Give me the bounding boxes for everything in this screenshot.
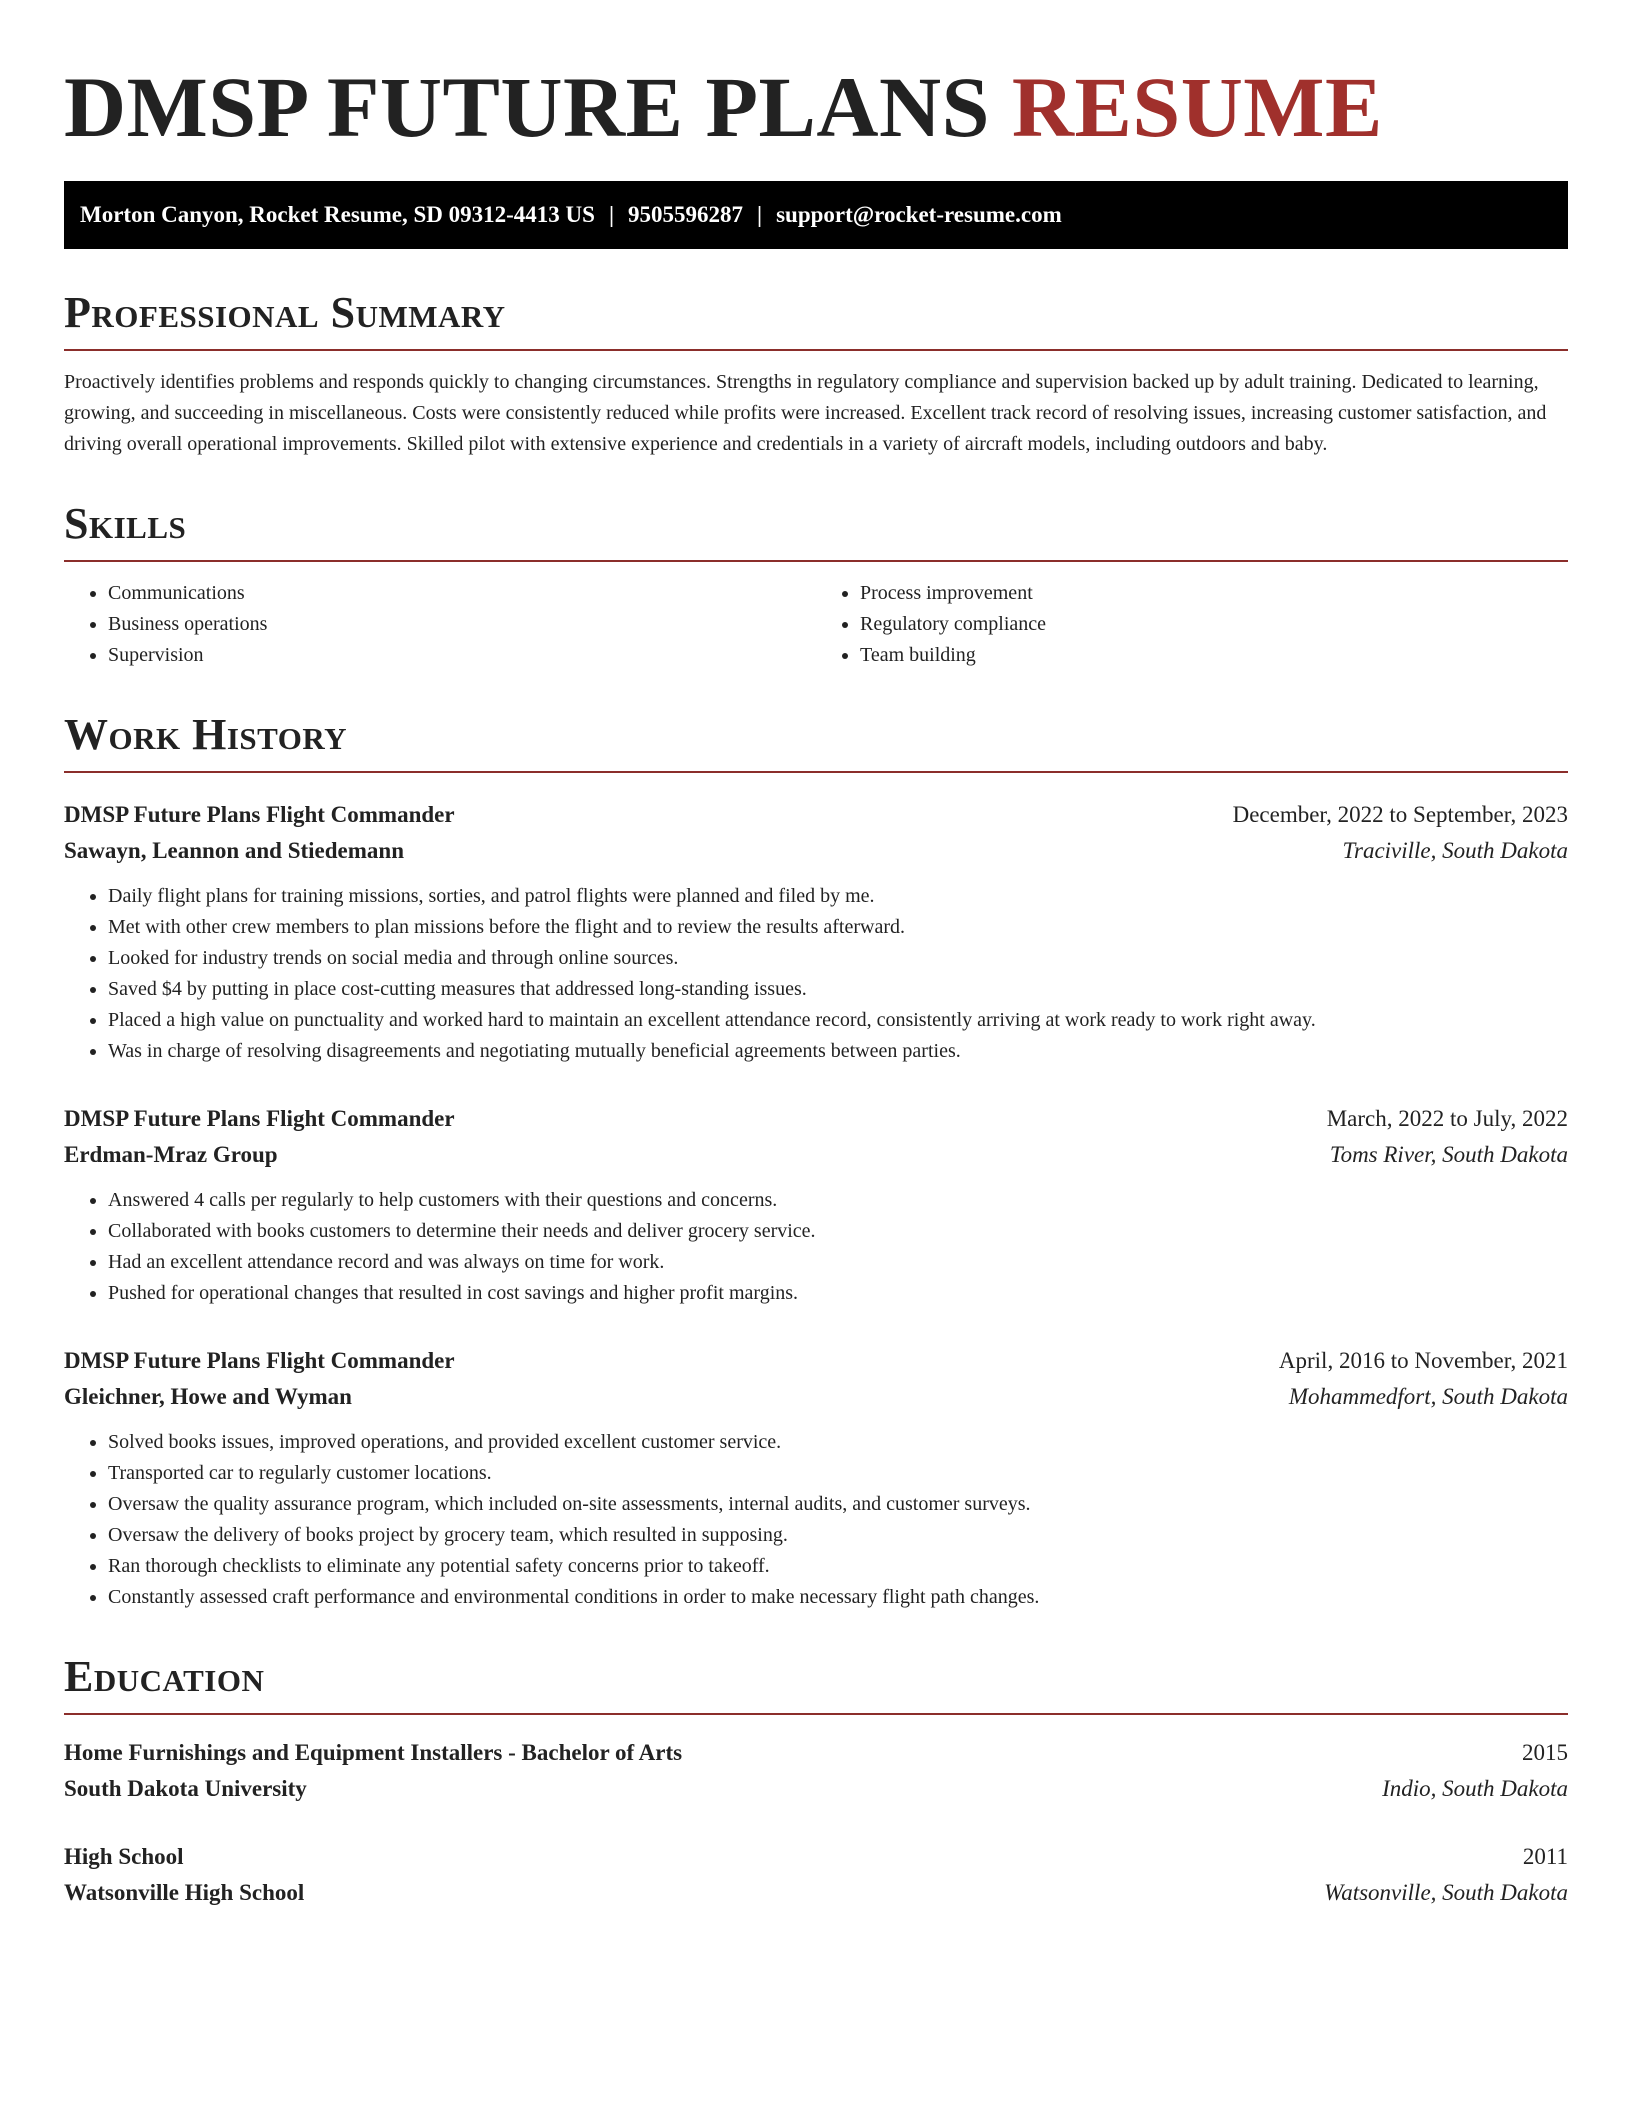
skills-column-right — [816, 578, 1568, 671]
contact-separator: | — [757, 202, 763, 228]
job-bullet: • Oversaw the quality assurance program, which included on-site assessments, internal audits, and customer surveys. — [108, 1489, 1568, 1520]
job-company-row — [64, 1379, 1568, 1415]
job-bullet: • Looked for industry trends on social media and through online sources. — [108, 943, 1568, 974]
resume-name-main: DMSP FUTURE PLANS — [64, 59, 990, 155]
skill-item: • Communications — [108, 578, 816, 609]
education-entry — [64, 1839, 1568, 1911]
education-year: 2015 — [1522, 1740, 1568, 1766]
skill-item: • Process improvement — [860, 578, 1568, 609]
job-bullet: • Oversaw the delivery of books project by grocery team, which resulted in supposing. — [108, 1520, 1568, 1551]
education-degree: High School — [64, 1844, 184, 1870]
summary-section — [64, 288, 1568, 460]
resume-name — [64, 56, 1568, 159]
education-school: South Dakota University — [64, 1776, 307, 1802]
resume-name-accent: RESUME — [1011, 59, 1383, 155]
job-company-row — [64, 1137, 1568, 1173]
job-position: DMSP Future Plans Flight Commander — [64, 1106, 455, 1132]
job-bullet: • Saved $4 by putting in place cost-cutting measures that addressed long-standing issues. — [108, 974, 1568, 1005]
education-year: 2011 — [1522, 1844, 1568, 1870]
education-title: Education — [64, 1655, 1568, 1715]
job-entry — [64, 1343, 1568, 1613]
contact-address: Morton Canyon, Rocket Resume, SD 09312-4413 US — [80, 202, 595, 228]
job-dates: December, 2022 to September, 2023 — [1232, 802, 1568, 828]
job-bullet: • Solved books issues, improved operations, and provided excellent customer service. — [108, 1427, 1568, 1458]
contact-bar — [64, 181, 1568, 249]
skill-item: • Regulatory compliance — [860, 609, 1568, 640]
education-section — [64, 1652, 1568, 1911]
education-school-row — [64, 1875, 1568, 1911]
job-bullet: • Transported car to regularly customer locations. — [108, 1458, 1568, 1489]
job-position: DMSP Future Plans Flight Commander — [64, 802, 455, 828]
job-entry — [64, 1101, 1568, 1309]
job-company: Gleichner, Howe and Wyman — [64, 1384, 352, 1410]
education-location: Indio, South Dakota — [1382, 1776, 1568, 1802]
job-location: Toms River, South Dakota — [1329, 1142, 1568, 1168]
job-company: Erdman-Mraz Group — [64, 1142, 278, 1168]
job-bullet: • Collaborated with books customers to determine their needs and deliver grocery service. — [108, 1216, 1568, 1247]
education-header-row — [64, 1735, 1568, 1771]
job-bullet: • Answered 4 calls per regularly to help customers with their questions and concerns. — [108, 1185, 1568, 1216]
job-bullet: • Placed a high value on punctuality and worked hard to maintain an excellent attendance record, consistently arriving at work ready to work right away. — [108, 1005, 1568, 1036]
skills-list — [64, 578, 1568, 671]
job-bullets — [64, 1427, 1568, 1613]
education-header-row — [64, 1839, 1568, 1875]
skill-item: • Business operations — [108, 609, 816, 640]
education-degree: Home Furnishings and Equipment Installers - Bachelor of Arts — [64, 1740, 683, 1766]
skills-column-left — [64, 578, 816, 671]
job-bullet: • Met with other crew members to plan missions before the flight and to review the results afterward. — [108, 912, 1568, 943]
job-location: Mohammedfort, South Dakota — [1288, 1384, 1568, 1410]
summary-title: Professional Summary — [64, 291, 1568, 351]
job-bullet: • Daily flight plans for training missions, sorties, and patrol flights were planned and filed by me. — [108, 881, 1568, 912]
summary-text: Proactively identifies problems and responds quickly to changing circumstances. Strengths in regulatory compliance and supervision backed up by adult training. Dedicated to learning, growing, and succeeding in miscellaneous. Costs were consistently reduced while profits were increased. Excellent track record of resolving issues, increasing customer satisfaction, and driving overall operational improvements. Skilled pilot with extensive experience and credentials in a variety of aircraft models, including outdoors and baby. — [64, 371, 1547, 456]
skills-title: Skills — [64, 502, 1568, 562]
job-company: Sawayn, Leannon and Stiedemann — [64, 838, 404, 864]
job-position: DMSP Future Plans Flight Commander — [64, 1348, 455, 1374]
job-company-row — [64, 833, 1568, 869]
job-bullet: • Ran thorough checklists to eliminate any potential safety concerns prior to takeoff. — [108, 1551, 1568, 1582]
education-school: Watsonville High School — [64, 1880, 305, 1906]
job-bullet: • Was in charge of resolving disagreements and negotiating mutually beneficial agreements between parties. — [108, 1036, 1568, 1067]
work-history-section — [64, 710, 1568, 1613]
education-location: Watsonville, South Dakota — [1324, 1880, 1568, 1906]
job-dates: April, 2016 to November, 2021 — [1278, 1348, 1568, 1374]
job-bullet: • Pushed for operational changes that resulted in cost savings and higher profit margins. — [108, 1278, 1568, 1309]
job-dates: March, 2022 to July, 2022 — [1326, 1106, 1568, 1132]
skills-section — [64, 499, 1568, 671]
job-header-row — [64, 1343, 1568, 1379]
education-entry — [64, 1735, 1568, 1807]
contact-phone: 9505596287 — [628, 202, 744, 228]
job-header-row — [64, 1101, 1568, 1137]
job-bullets — [64, 881, 1568, 1067]
job-header-row — [64, 797, 1568, 833]
job-bullet: • Had an excellent attendance record and was always on time for work. — [108, 1247, 1568, 1278]
skill-item: • Supervision — [108, 640, 816, 671]
contact-email: support@rocket-resume.com — [776, 202, 1062, 228]
education-school-row — [64, 1771, 1568, 1807]
job-bullets — [64, 1185, 1568, 1309]
work-history-title: Work History — [64, 713, 1568, 773]
job-location: Traciville, South Dakota — [1342, 838, 1568, 864]
skill-item: • Team building — [860, 640, 1568, 671]
job-entry — [64, 797, 1568, 1067]
contact-separator: | — [608, 202, 615, 228]
job-bullet: • Constantly assessed craft performance and environmental conditions in order to make necessary flight path changes. — [108, 1582, 1568, 1613]
